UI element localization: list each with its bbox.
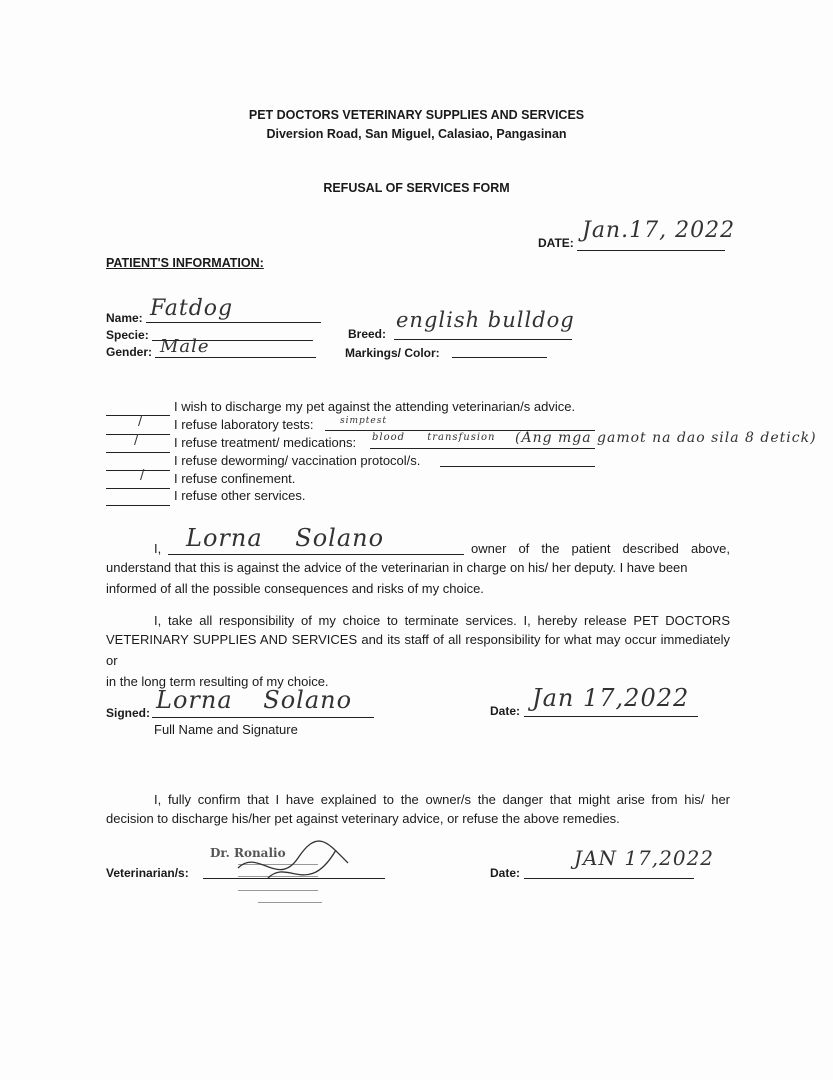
checklist-item-label: I refuse laboratory tests: xyxy=(174,417,314,432)
owner-prefix: I, xyxy=(154,541,162,556)
checklist-item-label: I wish to discharge my pet against the attending veterinarian/s advice. xyxy=(174,399,576,414)
signed-label: Signed: xyxy=(106,706,150,720)
vet-statement-line1: I, fully confirm that I have explained to the owner/s the danger that might arise from his/ her xyxy=(154,792,730,807)
checklist-item-label: I refuse treatment/ medications: xyxy=(174,435,357,450)
patient-section-title: PATIENT'S INFORMATION: xyxy=(106,256,264,270)
gender-line xyxy=(155,357,316,358)
owner-statement-line2: understand that this is against the advice of the veterinarian in charge on his/ her deputy. I have been xyxy=(106,560,688,575)
checkbox-line[interactable] xyxy=(106,474,170,489)
deworming-line xyxy=(440,466,595,467)
vet-date-value[interactable]: JAN 17,2022 xyxy=(574,846,715,870)
stamp-name: Dr. Ronalio xyxy=(210,846,286,860)
markings-line xyxy=(452,357,547,358)
treatment-line xyxy=(370,448,595,449)
checkmark-icon: / xyxy=(140,468,145,483)
treatment-note[interactable]: (Ang mga gamot na dao sila 8 detick) xyxy=(515,430,817,446)
owner-statement-body xyxy=(106,557,730,599)
form-title: REFUSAL OF SERVICES FORM xyxy=(323,181,510,195)
release-line2: VETERINARY SUPPLIES AND SERVICES and its staff of all responsibility for what may occur immediately or xyxy=(106,632,730,668)
checkbox-line[interactable] xyxy=(106,491,170,506)
org-name: PET DOCTORS VETERINARY SUPPLIES AND SERVICES xyxy=(248,108,585,122)
owner-date-label: Date: xyxy=(490,704,521,718)
owner-statement-line3: informed of all the possible consequences and risks of my choice. xyxy=(106,581,484,596)
vet-signature-scribble xyxy=(208,838,378,910)
release-line3: in the long term resulting of my choice. xyxy=(106,674,329,689)
lab-tests-value[interactable]: simptest xyxy=(340,416,387,426)
vet-date-label: Date: xyxy=(490,866,521,880)
release-body xyxy=(106,629,730,692)
breed-value[interactable]: english bulldog xyxy=(396,308,575,332)
date-line xyxy=(577,250,725,251)
owner-date-value[interactable]: Jan 17,2022 xyxy=(532,684,690,712)
signature-caption: Full Name and Signature xyxy=(154,722,298,737)
checkmark-icon: / xyxy=(134,433,139,448)
owner-signature[interactable]: Lorna Solano xyxy=(156,686,353,714)
name-line xyxy=(146,322,321,323)
checkmark-icon: / xyxy=(138,414,143,429)
signature-line xyxy=(152,717,374,718)
org-address: Diversion Road, San Miguel, Calasiao, Pangasinan xyxy=(266,127,567,141)
vet-stamp xyxy=(208,838,378,910)
name-value[interactable]: Fatdog xyxy=(150,296,234,321)
checklist-item-label: I refuse other services. xyxy=(174,488,306,503)
owner-statement-line1: owner of the patient described above, xyxy=(471,541,730,556)
checklist-item-label: I refuse deworming/ vaccination protocol/s. xyxy=(174,453,421,468)
owner-name-line xyxy=(168,554,464,555)
vet-statement-line2: decision to discharge his/her pet against veterinary advice, or refuse the above remedies. xyxy=(106,811,620,826)
owner-date-line xyxy=(524,716,698,717)
date-label: DATE: xyxy=(538,236,574,250)
date-value[interactable]: Jan.17, 2022 xyxy=(582,218,736,243)
checklist-item-label: I refuse confinement. xyxy=(174,471,296,486)
markings-label: Markings/ Color: xyxy=(345,346,440,360)
breed-line xyxy=(394,339,572,340)
gender-label: Gender: xyxy=(106,345,153,359)
owner-name-value[interactable]: Lorna Solano xyxy=(186,524,385,552)
specie-label: Specie: xyxy=(106,328,149,342)
release-line1: I, take all responsibility of my choice to terminate services. I, hereby release PET DOCTORS xyxy=(154,613,730,628)
breed-label: Breed: xyxy=(348,327,387,341)
checkbox-line[interactable] xyxy=(106,456,170,471)
veterinarian-label: Veterinarian/s: xyxy=(106,866,189,880)
vet-date-line xyxy=(524,878,694,879)
treatment-value[interactable]: blood transfusion xyxy=(372,432,496,443)
name-label: Name: xyxy=(106,311,143,325)
gender-value[interactable]: Male xyxy=(160,336,210,357)
